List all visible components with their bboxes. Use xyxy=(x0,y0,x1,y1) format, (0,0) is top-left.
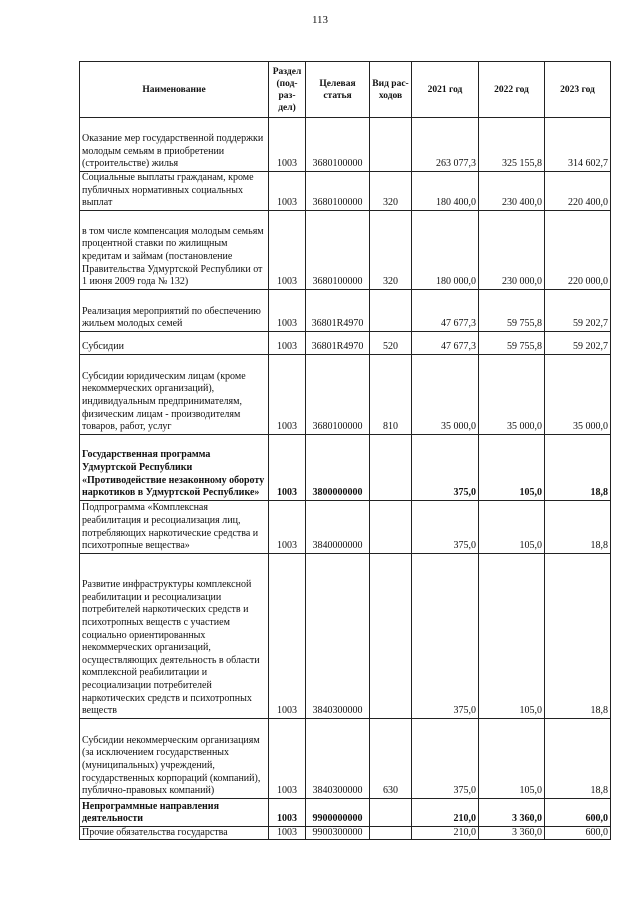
cell-name: Государственная программа Удмуртской Республики «Противодействие незаконному обороту наркотиков в Удмуртской Республике» xyxy=(80,434,269,500)
cell-section: 1003 xyxy=(269,172,306,211)
cell-2023: 18,8 xyxy=(545,434,611,500)
cell-2023: 600,0 xyxy=(545,826,611,840)
cell-name: Непрограммные направления деятельности xyxy=(80,798,269,826)
cell-2021: 180 000,0 xyxy=(412,210,479,289)
cell-target: 3840000000 xyxy=(306,500,370,553)
page-number: 113 xyxy=(311,14,329,26)
cell-2023: 18,8 xyxy=(545,553,611,718)
table-row xyxy=(80,553,611,718)
cell-2023: 220 400,0 xyxy=(545,172,611,211)
cell-2023: 220 000,0 xyxy=(545,210,611,289)
cell-name: Прочие обязательства государства xyxy=(80,826,269,840)
table-row xyxy=(80,826,611,840)
cell-target: 3800000000 xyxy=(306,434,370,500)
cell-expense-type: 630 xyxy=(370,718,412,798)
table-row xyxy=(80,331,611,354)
cell-section: 1003 xyxy=(269,118,306,172)
header-2021: 2021 год xyxy=(412,62,479,118)
header-name: Наименование xyxy=(80,62,269,118)
cell-expense-type: 320 xyxy=(370,172,412,211)
cell-2022: 3 360,0 xyxy=(479,826,545,840)
cell-target: 9900300000 xyxy=(306,826,370,840)
cell-2022: 59 755,8 xyxy=(479,289,545,331)
cell-expense-type: 320 xyxy=(370,210,412,289)
cell-2021: 263 077,3 xyxy=(412,118,479,172)
cell-target: 36801R4970 xyxy=(306,289,370,331)
cell-target: 3840300000 xyxy=(306,553,370,718)
cell-2021: 375,0 xyxy=(412,434,479,500)
cell-name: Развитие инфраструктуры комплексной реабилитации и ресоциализации потребителей наркотических средств и психотропных веществ с участием социально ориентированных некоммерческих организаций, осуществляющих деятельность в области комплексной реабилитации и ресоциализации потребителей наркотических средств и психотропных веществ xyxy=(80,553,269,718)
header-section: Раздел (под-раз-дел) xyxy=(269,62,306,118)
cell-section: 1003 xyxy=(269,289,306,331)
cell-name: Оказание мер государственной поддержки молодым семьям в приобретении (строительстве) жилья xyxy=(80,118,269,172)
cell-target: 3840300000 xyxy=(306,718,370,798)
cell-section: 1003 xyxy=(269,718,306,798)
table-row xyxy=(80,289,611,331)
cell-target: 3680100000 xyxy=(306,172,370,211)
cell-2023: 18,8 xyxy=(545,500,611,553)
table-row xyxy=(80,172,611,211)
cell-2023: 35 000,0 xyxy=(545,354,611,434)
cell-2023: 59 202,7 xyxy=(545,289,611,331)
cell-2021: 210,0 xyxy=(412,826,479,840)
cell-expense-type xyxy=(370,553,412,718)
cell-section: 1003 xyxy=(269,826,306,840)
table-row xyxy=(80,718,611,798)
table-row xyxy=(80,500,611,553)
cell-2022: 325 155,8 xyxy=(479,118,545,172)
table-body xyxy=(80,118,611,840)
cell-2023: 600,0 xyxy=(545,798,611,826)
cell-2022: 105,0 xyxy=(479,553,545,718)
header-expense-type: Вид рас-ходов xyxy=(370,62,412,118)
cell-2023: 18,8 xyxy=(545,718,611,798)
cell-section: 1003 xyxy=(269,434,306,500)
cell-2022: 230 400,0 xyxy=(479,172,545,211)
cell-2022: 59 755,8 xyxy=(479,331,545,354)
cell-2022: 230 000,0 xyxy=(479,210,545,289)
cell-name: Субсидии xyxy=(80,331,269,354)
cell-section: 1003 xyxy=(269,553,306,718)
cell-target: 3680100000 xyxy=(306,118,370,172)
cell-section: 1003 xyxy=(269,354,306,434)
cell-name: Реализация мероприятий по обеспечению жильем молодых семей xyxy=(80,289,269,331)
cell-target: 3680100000 xyxy=(306,210,370,289)
header-target: Целевая статья xyxy=(306,62,370,118)
cell-expense-type xyxy=(370,118,412,172)
cell-2022: 35 000,0 xyxy=(479,354,545,434)
cell-2021: 47 677,3 xyxy=(412,289,479,331)
header-row xyxy=(80,62,611,118)
cell-2023: 59 202,7 xyxy=(545,331,611,354)
cell-name: Подпрограмма «Комплексная реабилитация и ресоциализация лиц, потребляющих наркотические средства и психотропные вещества» xyxy=(80,500,269,553)
cell-target: 9900000000 xyxy=(306,798,370,826)
header-2022: 2022 год xyxy=(479,62,545,118)
cell-expense-type xyxy=(370,500,412,553)
cell-name: Субсидии юридическим лицам (кроме некоммерческих организаций), индивидуальным предпринимателям, физическим лицам - производителям товаров, работ, услуг xyxy=(80,354,269,434)
cell-2021: 47 677,3 xyxy=(412,331,479,354)
cell-expense-type xyxy=(370,434,412,500)
cell-name: в том числе компенсация молодым семьям процентной ставки по жилищным кредитам и займам (постановление Правительства Удмуртской Республики от 1 июня 2009 года № 132) xyxy=(80,210,269,289)
cell-expense-type xyxy=(370,289,412,331)
cell-section: 1003 xyxy=(269,210,306,289)
cell-2022: 105,0 xyxy=(479,500,545,553)
cell-expense-type: 520 xyxy=(370,331,412,354)
cell-2021: 375,0 xyxy=(412,500,479,553)
cell-target: 36801R4970 xyxy=(306,331,370,354)
cell-2021: 35 000,0 xyxy=(412,354,479,434)
cell-2021: 375,0 xyxy=(412,718,479,798)
cell-section: 1003 xyxy=(269,798,306,826)
table-row xyxy=(80,354,611,434)
header-2023: 2023 год xyxy=(545,62,611,118)
table-row xyxy=(80,210,611,289)
table-row xyxy=(80,798,611,826)
cell-2021: 180 400,0 xyxy=(412,172,479,211)
cell-expense-type xyxy=(370,798,412,826)
cell-name: Социальные выплаты гражданам, кроме публичных нормативных социальных выплат xyxy=(80,172,269,211)
cell-section: 1003 xyxy=(269,500,306,553)
cell-2021: 210,0 xyxy=(412,798,479,826)
cell-2022: 105,0 xyxy=(479,718,545,798)
table-row xyxy=(80,118,611,172)
cell-target: 3680100000 xyxy=(306,354,370,434)
table-row xyxy=(80,434,611,500)
cell-section: 1003 xyxy=(269,331,306,354)
cell-2023: 314 602,7 xyxy=(545,118,611,172)
cell-expense-type xyxy=(370,826,412,840)
cell-2022: 105,0 xyxy=(479,434,545,500)
cell-2022: 3 360,0 xyxy=(479,798,545,826)
budget-table xyxy=(79,61,611,840)
cell-expense-type: 810 xyxy=(370,354,412,434)
cell-name: Субсидии некоммерческим организациям (за исключением государственных (муниципальных) учреждений, государственных корпораций (компаний), публично-правовых компаний) xyxy=(80,718,269,798)
cell-2021: 375,0 xyxy=(412,553,479,718)
